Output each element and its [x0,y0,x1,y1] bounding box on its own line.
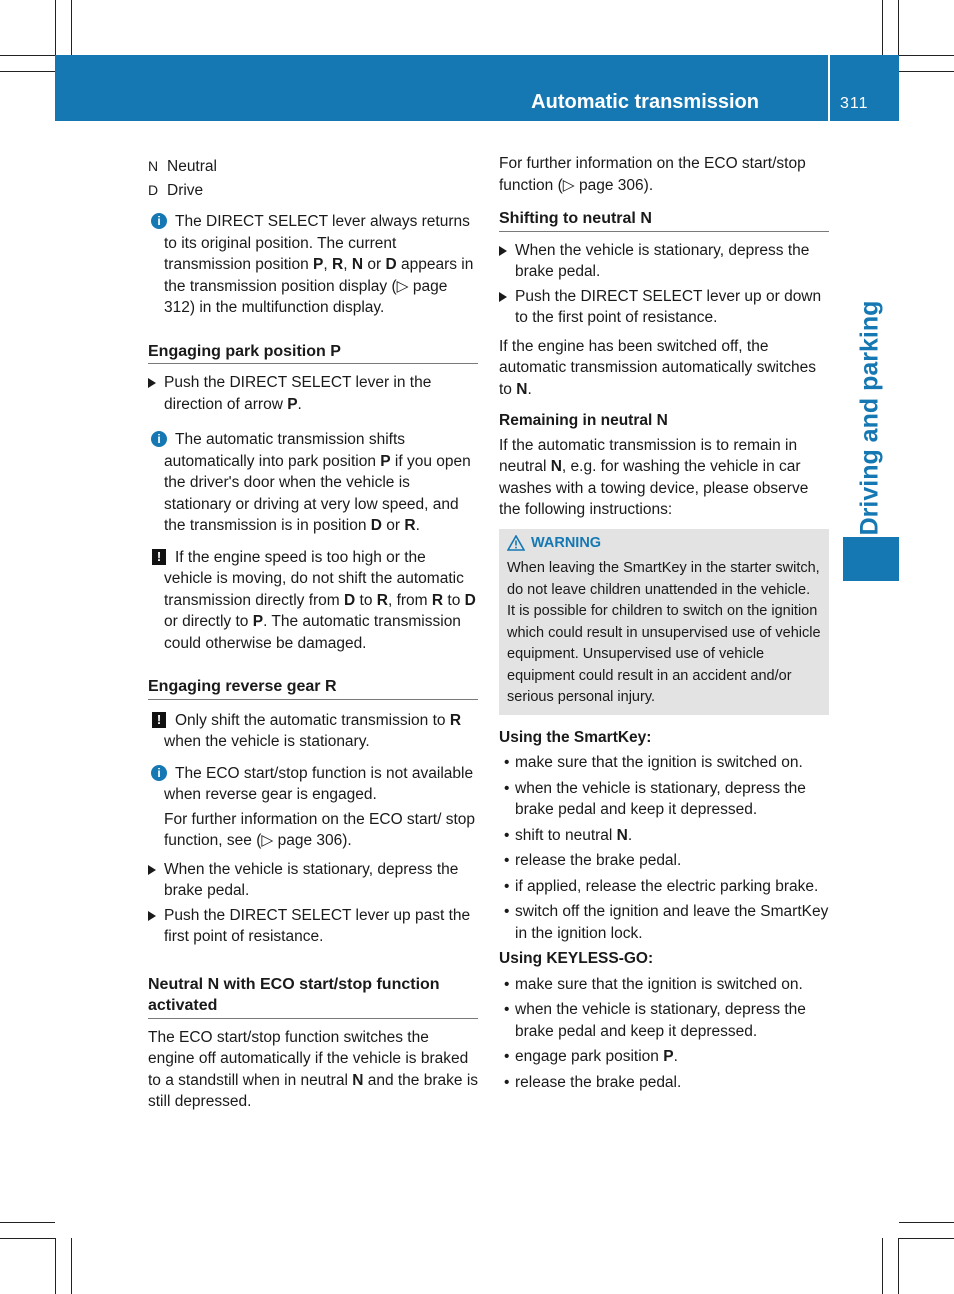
info-icon: i [151,765,167,781]
definition-text: Drive [167,181,204,199]
page-title: Automatic transmission [531,91,759,113]
instruction-step [148,859,478,902]
step-arrow-icon [148,865,156,875]
step-arrow-icon [499,292,507,302]
crop-mark [882,0,883,55]
warning-label: WARNING [531,534,602,551]
page-reference[interactable]: ▷ page 306 [562,176,644,194]
paragraph: If the automatic transmission is to remain in neutral N, e.g. for washing the vehicle in car washes with a towing device, please observe the following instructions: [499,436,809,518]
step-text: Push the DIRECT SELECT lever up or down to the first point of resistance. [515,287,822,326]
warning-triangle-icon [507,535,525,551]
crop-mark [899,55,954,56]
list-item: • switch off the ignition and leave the SmartKey in the ignition lock. [504,903,829,942]
note-text: The automatic transmission shifts automatically into park position P if you open the driver's door when the vehicle is stationary or driving at very low speed, and the transmission is in position D or R. [164,431,471,534]
instruction-step [499,286,829,329]
list-item: • make sure that the ignition is switched on. [504,754,803,771]
instruction-step [148,905,478,948]
definition-item [148,156,478,178]
note-text: The ECO start/stop function is not available when reverse gear is engaged. [164,764,474,803]
definition-key: N [148,158,159,174]
paragraph: If the engine has been switched off, the automatic transmission automatically switches to N. [499,337,817,398]
list-item: • release the brake pedal. [504,852,682,869]
note-text: For further information on the ECO start/ stop function, see (▷ page 306). [164,810,475,849]
section-tab-label: Driving and parking [855,300,884,536]
page-number: 311 [840,95,869,112]
crop-mark [882,1238,883,1294]
list-item: • engage park position P. [504,1048,678,1065]
instruction-step [148,372,478,415]
subheading: Using KEYLESS-GO: [499,950,654,967]
section-heading: Engaging park position P [148,341,478,365]
list-item: • shift to neutral N. [504,826,633,844]
info-note [148,211,478,319]
crop-mark [0,71,55,72]
crop-mark [55,0,56,55]
step-text: Push the DIRECT SELECT lever in the direction of arrow P. [164,374,432,413]
warning-text: When leaving the SmartKey in the starter switch, do not leave children unattended in the vehicle. It is possible for children to switch on the ignition which could result in unsupervised use of vehicle equipment. Unsupervised use of vehicle equipment could result in an accident and/or serious personal injury. [507,560,821,705]
info-icon: i [151,213,167,229]
section-heading: Engaging reverse gear R [148,676,478,700]
step-arrow-icon [499,246,507,256]
list-item: • if applied, release the electric parking brake. [504,877,819,895]
note-text: The DIRECT SELECT lever always returns to its original position. The current transmission position P, R, N or D appears in the transmission position display (▷ page 312) in the multifunction display. [164,213,474,316]
list-item: • when the vehicle is stationary, depress the brake pedal and keep it depressed. [504,1001,806,1040]
note-text: Only shift the automatic transmission to R when the vehicle is stationary. [164,711,462,750]
caution-note [148,710,478,753]
note-text: If the engine speed is too high or the vehicle is moving, do not shift the automatic transmission directly from D to R, from R to D or directly to P. The automatic transmission could otherwise be damaged. [164,548,476,652]
subheading: Using the SmartKey: [499,728,652,746]
section-tab-marker [843,537,899,581]
info-note [148,429,478,537]
crop-mark [899,1222,954,1223]
list-item: • when the vehicle is stationary, depress the brake pedal and keep it depressed. [504,779,806,818]
page-reference[interactable]: ▷ page 306 [261,832,343,849]
right-column [499,153,829,1093]
exclamation-icon: ! [152,549,166,565]
list-item: • release the brake pedal. [504,1073,682,1091]
crop-mark [0,55,55,56]
paragraph: For further information on the ECO start/stop function (▷ page 306). [499,155,806,194]
crop-mark [898,0,899,55]
crop-mark [898,1238,899,1294]
instruction-step [499,240,829,283]
definition-item [148,180,478,202]
step-arrow-icon [148,911,156,921]
crop-mark [71,0,72,55]
subheading: Remaining in neutral N [499,412,668,429]
definition-key: D [148,181,159,198]
crop-mark [0,1222,55,1223]
crop-mark [55,1238,56,1294]
section-heading: Neutral N with ECO start/stop function activated [148,974,478,1019]
step-text: Push the DIRECT SELECT lever up past the first point of resistance. [164,906,471,945]
left-column [148,156,478,1113]
warning-header [507,533,821,555]
step-arrow-icon [148,378,156,388]
paragraph: The ECO start/stop function switches the engine off automatically if the vehicle is braked to a standstill when in neutral N and the brake is still depressed. [148,1028,479,1110]
section-heading: Shifting to neutral N [499,208,829,232]
definition-text: Neutral [167,158,217,175]
step-text: When the vehicle is stationary, depress the brake pedal. [164,860,459,899]
page-header [55,55,899,121]
exclamation-icon: ! [152,712,166,728]
crop-mark [899,1238,954,1239]
step-text: When the vehicle is stationary, depress the brake pedal. [515,241,810,280]
page-reference[interactable]: ▷ page 312 [164,277,448,316]
crop-mark [899,71,954,72]
info-icon: i [151,431,167,447]
info-note [148,763,478,852]
crop-mark [0,1238,55,1239]
warning-box [499,529,829,715]
caution-note [148,547,478,655]
list-item: • make sure that the ignition is switched on. [504,975,803,993]
crop-mark [71,1238,72,1294]
header-divider [828,55,830,121]
